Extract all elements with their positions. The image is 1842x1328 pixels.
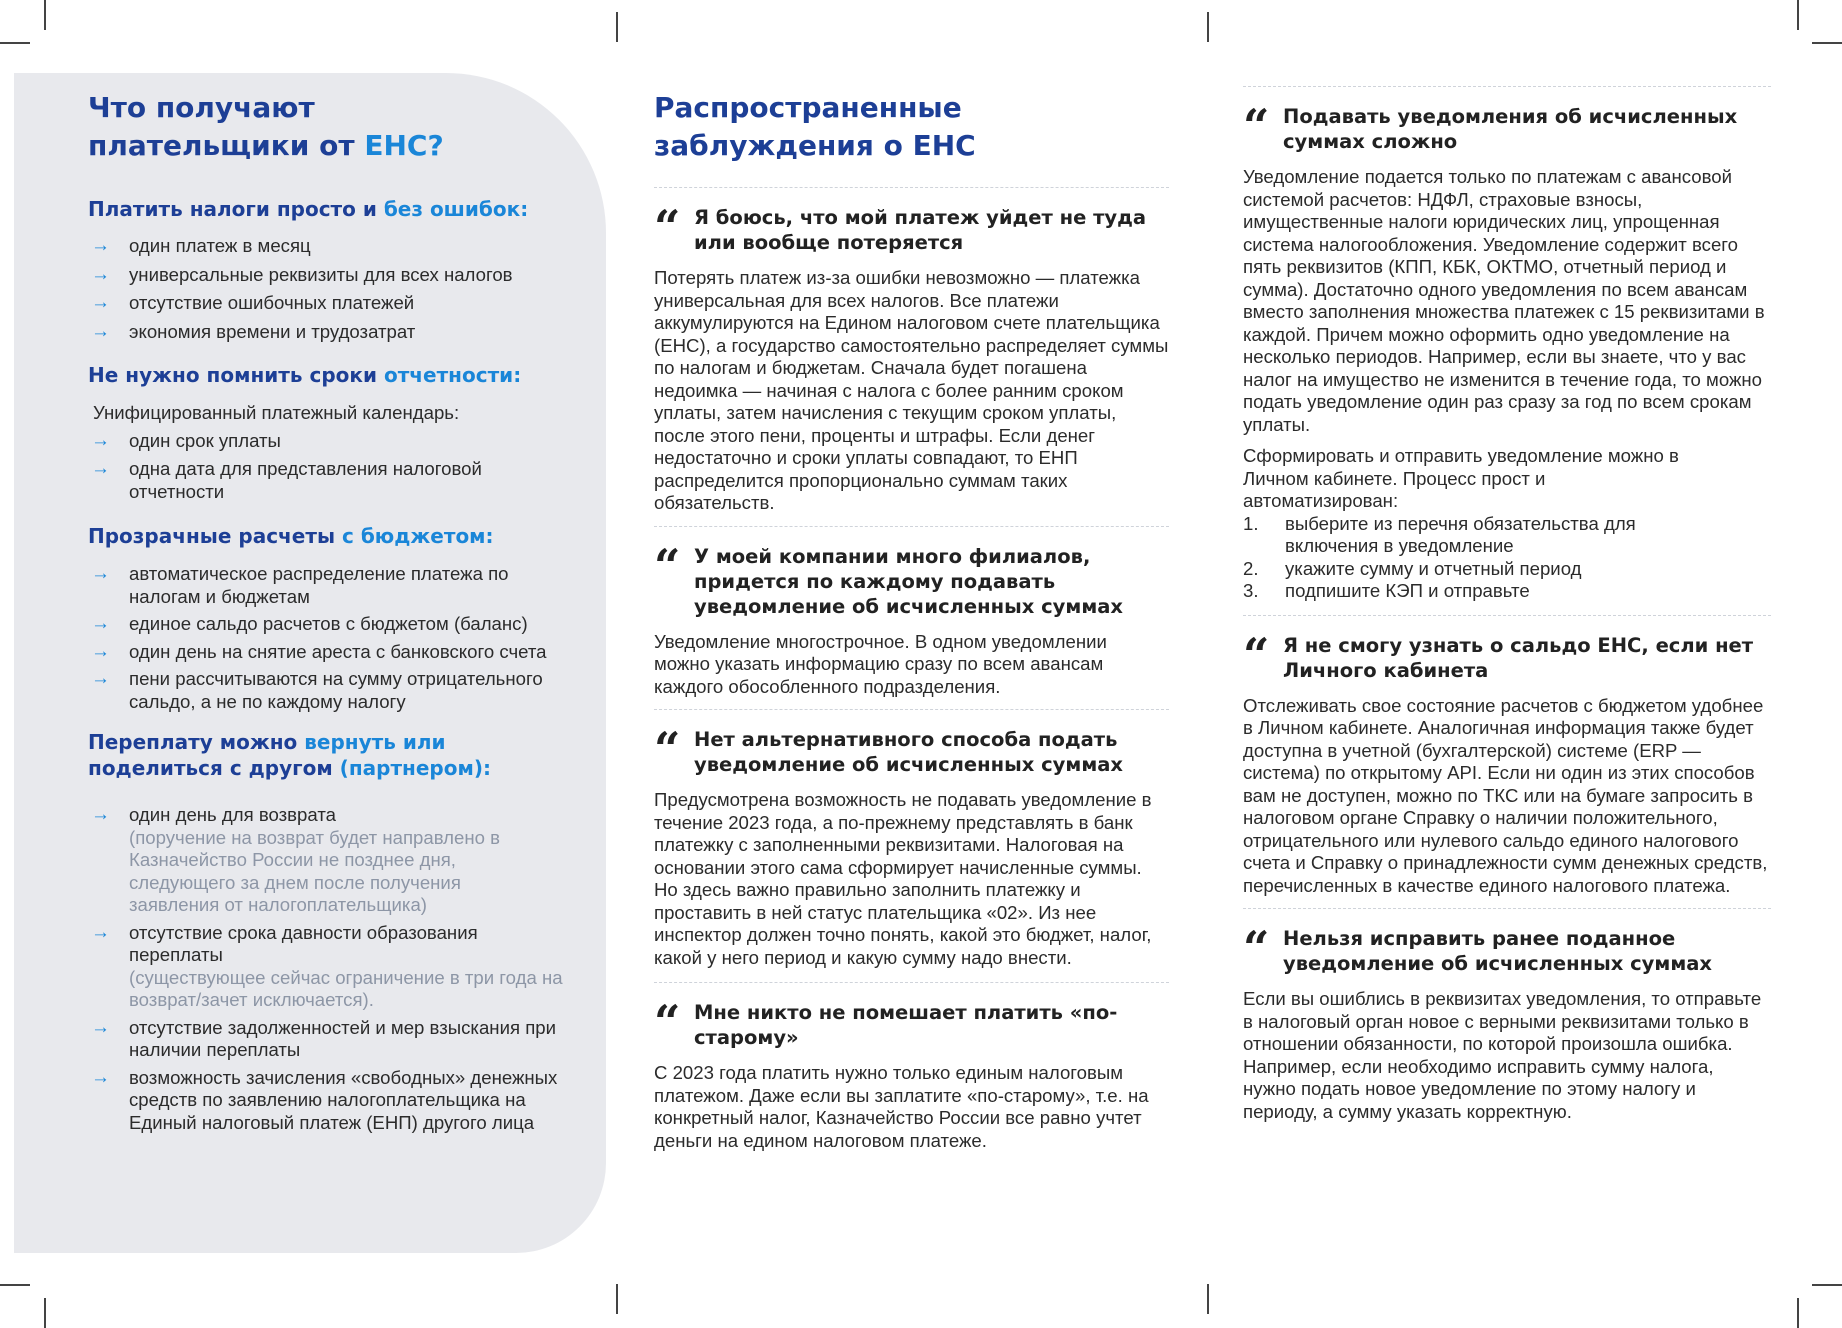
myths-column [654,89,1169,1152]
list-item [88,458,593,503]
arrow-right-icon: → [91,640,110,662]
crop-mark [1797,1298,1799,1328]
benefit-list [88,563,593,713]
quote-icon: “ [654,995,681,1049]
section-intro: Унифицированный платежный календарь: [93,402,460,423]
heading-accent: с бюджетом: [342,524,494,548]
divider [1243,615,1771,616]
myth-statement: Я не смогу узнать о сальдо ЕНС, если нет Личного кабинета [1283,633,1754,682]
title-line: Что получают [88,91,315,124]
myth-answer-procedure: Сформировать и отправить уведомление можно в Личном кабинете. Процесс прост и автоматизирован: [1243,445,1679,511]
divider [654,526,1169,527]
section-heading-simple-payments [88,196,593,222]
myth-answer: Уведомление многострочное. В одном уведомлении можно указать информацию сразу по всем авансам каждого обособленного подразделения. [654,630,1107,697]
quote-icon: “ [1243,921,1270,975]
divider [654,709,1169,710]
myth-statement: У моей компании много филиалов, придется по каждому подавать уведомление об исчисленных суммах [694,544,1123,618]
quote-icon: “ [654,538,681,593]
arrow-right-icon: → [91,429,110,451]
arrow-right-icon: → [91,235,110,256]
section-heading-transparent [88,523,593,549]
heading-accent: (партнером): [339,756,491,780]
step-number: 1. [1243,512,1259,534]
step-number: 2. [1243,557,1259,579]
step-text: выберите из перечня обязательства для включения в уведомление [1285,512,1636,556]
arrow-right-icon: → [91,292,110,313]
list-item [88,563,593,608]
step-text: укажите сумму и отчетный период [1285,557,1582,579]
divider [1243,86,1771,87]
list-item-text: отсутствие ошибочных платежей [129,292,415,313]
list-item [88,1017,593,1062]
myth-quote [654,538,1169,619]
heading-text: Переплату можно [88,730,305,754]
crop-mark [1207,12,1209,42]
myth-statement: Подавать уведомления об исчисленных суммах сложно [1283,105,1738,153]
heading-accent: вернуть или [304,730,446,754]
list-item-text: один платеж в месяц [129,235,311,256]
myths-title [654,89,1169,165]
list-item [88,1067,593,1135]
myth-quote [1243,921,1771,976]
heading-text: Прозрачные расчеты [88,524,342,548]
heading-accent: без ошибок: [383,197,529,221]
list-item [88,804,593,917]
myth-answer: Потерять платеж из-за ошибки невозможно — платежка универсальная для всех налогов. Все платежи аккумулируются на Едином налоговом счете плательщика (ЕНС), а государство самостоятельно распределяет суммы по налогам и бюджетам. Сначала будет погашена недоимка — начиная с налога с более ранним сроком уплаты, затем начисления с текущим сроком уплаты, после этого пени, проценты и штрафы. Если денег недостаточно и сроки уплаты совпадают, то ЕНП распределится пропорционально суммам таких обязательств. [654,267,1169,513]
myths-column-continued [1243,86,1771,1123]
list-item [88,264,593,287]
heading-text: Не нужно помнить сроки [88,363,384,387]
crop-mark [1812,1284,1842,1286]
myth-statement: Я боюсь, что мой платеж уйдет не туда или вообще потеряется [694,206,1147,254]
quote-icon: “ [654,722,681,776]
step-item [1243,558,1771,581]
list-item-text: возможность зачисления «свободных» денежных средств по заявлению налогоплательщика на Единый налоговый платеж (ЕНП) другого лица [129,1066,558,1133]
heading-text: Платить налоги просто и [88,197,384,221]
steps-list [1243,513,1771,603]
list-item-text: единое сальдо расчетов с бюджетом (баланс) [129,613,528,634]
list-item-text: один день на снятие ареста с банковского счета [129,640,547,662]
crop-mark [616,1284,618,1314]
myth-answer: Предусмотрена возможность не подавать уведомление в течение 2023 года, а по-прежнему представлять в банк платежку с заполненными реквизитами. Налоговая на основании этого сама сформирует начисленные суммы. Но здесь важно правильно заполнить платежку и проставить в ней статус плательщика «02». Из нее инспектор должен точно понять, какой это бюджет, налог, какой у него период и какую сумму надо внести. [654,789,1152,968]
title-line: Распространенные [654,91,962,124]
list-item-text: универсальные реквизиты для всех налогов [129,263,513,285]
list-item [88,922,593,1012]
section-heading-overpayment [88,729,593,781]
list-item [88,668,593,713]
myth-quote [1243,99,1771,154]
list-item [88,235,593,258]
arrow-right-icon: → [91,458,110,479]
benefit-list [88,235,593,343]
arrow-right-icon: → [91,668,110,689]
myth-answer: Уведомление подается только по платежам с авансовой системой расчетов: НДФЛ, страховые взносы, имущественные налоги юридических лиц, упрощенная система налогообложения. Уведомление содержит всего пять реквизитов (КПП, КБК, ОКТМО, отчетный период и сумма). Достаточно одного уведомления по всем авансам вместо заполнения множества платежек с 15 реквизитами в каждой. Причем можно оформить одно уведомление на несколько периодов. Например, если вы знаете, что у вас налог на имущество не изменится в течение года, то можно подать уведомление один раз сразу за год по всем срокам уплаты. [1243,166,1765,435]
crop-mark [0,1284,30,1286]
list-item [88,430,593,453]
divider [654,187,1169,188]
crop-mark [616,12,618,42]
list-item-text: экономия времени и трудозатрат [129,320,416,342]
list-item-text: один срок уплаты [129,429,281,451]
crop-mark [1207,1284,1209,1314]
title-accent: ЕНС? [364,129,444,162]
step-text: подпишите КЭП и отправьте [1285,580,1530,601]
benefits-title [88,89,593,165]
list-item-text: отсутствие срока давности образования переплаты [129,921,478,965]
crop-mark [44,1298,46,1328]
myth-quote [654,200,1169,255]
heading-text: поделиться с другом [88,756,340,780]
arrow-right-icon: → [91,1016,110,1038]
list-item-text: одна дата для представления налоговой отчетности [129,458,482,502]
list-item [88,641,593,664]
myth-answer: Если вы ошиблись в реквизитах уведомления, то отправьте в налоговый орган новое с верными реквизитами только в отношении обязанности, по которой произошла ошибка. Например, если необходимо исправить сумму налога, нужно подать новое уведомление по этому налогу и периоду, а сумму указать корректную. [1243,988,1762,1122]
list-item-text: автоматическое распределение платежа по налогам и бюджетам [129,563,509,607]
heading-accent: отчетности: [383,363,522,387]
arrow-right-icon: → [91,563,110,584]
arrow-right-icon: → [91,921,110,943]
list-item-text: один день для возврата [129,804,336,825]
list-item [88,292,593,315]
section-heading-deadlines [88,362,593,388]
arrow-right-icon: → [91,804,110,825]
list-item [88,613,593,636]
title-line: заблуждения о ЕНС [654,129,976,162]
divider [654,982,1169,983]
myth-statement: Нельзя исправить ранее поданное уведомление об исчисленных суммах [1283,927,1712,975]
arrow-right-icon: → [91,263,110,285]
list-item-note: (существующее сейчас ограничение в три года на возврат/зачет исключается). [129,966,563,1010]
myth-statement: Нет альтернативного способа подать уведомление об исчисленных суммах [694,728,1123,776]
arrow-right-icon: → [91,320,110,342]
list-item-note: (поручение на возврат будет направлено в Казначейство России не позднее дня, следующего за днем после получения заявления от налогоплательщика) [129,826,500,915]
myth-quote [654,722,1169,777]
list-item-text: пени рассчитываются на сумму отрицательного сальдо, а не по каждому налогу [129,668,543,712]
step-item [1243,513,1771,558]
benefit-list [88,430,593,504]
arrow-right-icon: → [91,1066,110,1088]
step-item [1243,580,1771,603]
quote-icon: “ [1243,99,1270,153]
crop-mark [1797,0,1799,30]
quote-icon: “ [1243,627,1270,682]
benefit-list [88,804,593,1134]
list-item-text: отсутствие задолженностей и мер взыскания при наличии переплаты [129,1016,556,1060]
myth-quote [1243,627,1771,683]
arrow-right-icon: → [91,613,110,634]
myth-quote [654,995,1169,1050]
crop-mark [0,42,30,44]
quote-icon: “ [654,200,681,254]
title-line: плательщики от [88,129,365,162]
crop-mark [44,0,46,30]
step-number: 3. [1243,580,1259,601]
divider [1243,908,1771,909]
myth-answer: С 2023 года платить нужно только единым налоговым платежом. Даже если вы заплатите «по-старому», т.е. на конкретный налог, Казначейство России все равно учтет деньги на едином налоговом платеже. [654,1062,1149,1151]
myth-answer: Отслеживать свое состояние расчетов с бюджетом удобнее в Личном кабинете. Аналогичная информация также будет доступна в учетной (бухгалтерской) системе (ERP — система) по открытому API. Если ни один из этих способов вам не доступен, можно по ТКС или на бумаге запросить в налоговом органе Справку о наличии положительного, отрицательного или нулевого сальдо единого налогового счета и Справку о принадлежности сумм денежных средств, перечисленных в качестве единого налогового платежа. [1243,694,1768,896]
myth-statement: Мне никто не помешает платить «по-старому» [694,1001,1118,1049]
crop-mark [1812,42,1842,44]
benefits-column [88,89,593,1134]
list-item [88,321,593,344]
